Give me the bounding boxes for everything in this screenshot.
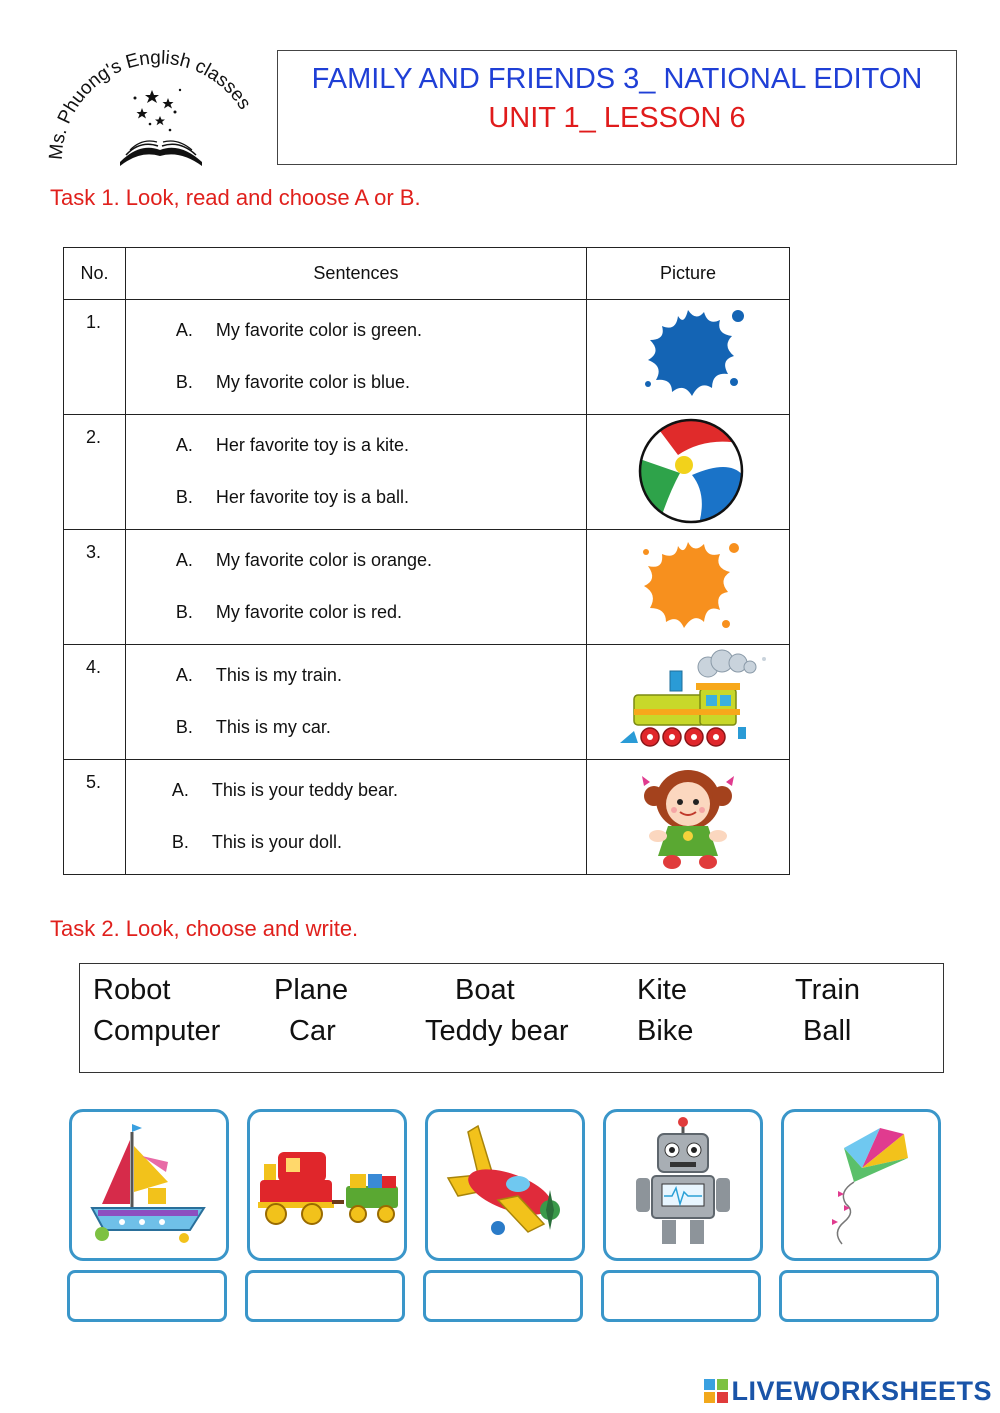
word-ball: Ball bbox=[803, 1015, 852, 1047]
answer-input-5[interactable] bbox=[779, 1270, 939, 1322]
column-header-picture: Picture bbox=[586, 248, 789, 300]
option-letter: B. bbox=[175, 601, 193, 622]
option-text: This is my car. bbox=[215, 716, 331, 737]
option-text: Her favorite toy is a ball. bbox=[215, 486, 409, 507]
blue-paint-splash-icon bbox=[588, 300, 788, 412]
answer-input-4[interactable] bbox=[601, 1270, 761, 1322]
option-letter: A. bbox=[175, 549, 193, 570]
kite-icon bbox=[784, 1112, 938, 1258]
doll-icon bbox=[588, 760, 788, 872]
option-letter: A. bbox=[171, 779, 189, 800]
option-a[interactable] bbox=[176, 432, 586, 458]
word-bank bbox=[79, 963, 944, 1073]
table-row bbox=[64, 415, 790, 530]
beach-ball-icon bbox=[588, 415, 788, 527]
table-header-row bbox=[64, 248, 790, 300]
sentences-cell bbox=[125, 530, 586, 645]
row-number: 5. bbox=[64, 760, 126, 875]
picture-card-kite bbox=[781, 1109, 941, 1261]
picture-cell bbox=[586, 760, 789, 875]
row-number: 3. bbox=[64, 530, 126, 645]
option-a[interactable] bbox=[176, 547, 586, 573]
option-b[interactable] bbox=[176, 714, 586, 740]
option-text: My favorite color is green. bbox=[215, 319, 422, 340]
option-b[interactable] bbox=[172, 829, 586, 855]
option-text: My favorite color is orange. bbox=[215, 549, 433, 570]
orange-paint-splash-icon bbox=[588, 530, 788, 642]
option-b[interactable] bbox=[176, 369, 586, 395]
lesson-title: UNIT 1_ LESSON 6 bbox=[488, 102, 746, 134]
picture-card-boat bbox=[69, 1109, 229, 1261]
option-b[interactable] bbox=[176, 484, 586, 510]
brand-name: LIVEWORKSHEETS bbox=[731, 1375, 992, 1406]
option-letter: B. bbox=[171, 831, 189, 852]
word-robot: Robot bbox=[93, 974, 171, 1006]
table-row bbox=[64, 645, 790, 760]
table-row bbox=[64, 300, 790, 415]
column-header-no: No. bbox=[64, 248, 126, 300]
option-letter: A. bbox=[175, 664, 193, 685]
option-b[interactable] bbox=[176, 599, 586, 625]
option-text: Her favorite toy is a kite. bbox=[215, 434, 409, 455]
column-header-sentences: Sentences bbox=[125, 248, 586, 300]
picture-cell bbox=[586, 530, 789, 645]
sentences-cell bbox=[125, 415, 586, 530]
word-train: Train bbox=[795, 974, 860, 1006]
picture-card-plane bbox=[425, 1109, 585, 1261]
option-text: My favorite color is blue. bbox=[215, 371, 410, 392]
school-logo bbox=[40, 50, 270, 175]
word-plane: Plane bbox=[274, 974, 349, 1006]
word-boat: Boat bbox=[455, 974, 515, 1006]
row-number: 2. bbox=[64, 415, 126, 530]
liveworksheets-logo-icon bbox=[704, 1379, 728, 1403]
picture-cell bbox=[586, 415, 789, 530]
worksheet-header bbox=[277, 50, 957, 165]
answer-input-1[interactable] bbox=[67, 1270, 227, 1322]
sentences-cell bbox=[125, 300, 586, 415]
word-bike: Bike bbox=[637, 1015, 694, 1047]
option-text: This is your teddy bear. bbox=[211, 779, 399, 800]
sentences-cell bbox=[125, 760, 586, 875]
toy-train-icon bbox=[588, 645, 788, 757]
answer-input-3[interactable] bbox=[423, 1270, 583, 1322]
option-a[interactable] bbox=[172, 777, 586, 803]
robot-icon bbox=[606, 1112, 760, 1258]
train-icon bbox=[250, 1112, 404, 1258]
option-text: This is your doll. bbox=[211, 831, 342, 852]
word-teddy-bear: Teddy bear bbox=[425, 1015, 569, 1047]
picture-card-robot bbox=[603, 1109, 763, 1261]
table-row bbox=[64, 760, 790, 875]
task2-title: Task 2. Look, choose and write. bbox=[50, 916, 359, 941]
logo-text: Ms. Phuong's English classes bbox=[45, 50, 255, 161]
word-car: Car bbox=[289, 1015, 336, 1047]
task1-table bbox=[63, 247, 790, 875]
row-number: 4. bbox=[64, 645, 126, 760]
picture-card-train bbox=[247, 1109, 407, 1261]
option-letter: A. bbox=[175, 434, 193, 455]
word-computer: Computer bbox=[93, 1015, 221, 1047]
option-letter: B. bbox=[175, 486, 193, 507]
answer-input-2[interactable] bbox=[245, 1270, 405, 1322]
row-number: 1. bbox=[64, 300, 126, 415]
boat-icon bbox=[72, 1112, 226, 1258]
sentences-cell bbox=[125, 645, 586, 760]
option-letter: B. bbox=[175, 716, 193, 737]
option-text: My favorite color is red. bbox=[215, 601, 402, 622]
option-a[interactable] bbox=[176, 317, 586, 343]
task1-title: Task 1. Look, read and choose A or B. bbox=[50, 185, 421, 210]
word-kite: Kite bbox=[637, 974, 687, 1006]
picture-cell bbox=[586, 645, 789, 760]
table-row bbox=[64, 530, 790, 645]
plane-icon bbox=[428, 1112, 582, 1258]
open-book-logo-icon bbox=[40, 50, 270, 175]
option-text: This is my train. bbox=[215, 664, 342, 685]
option-a[interactable] bbox=[176, 662, 586, 688]
course-title: FAMILY AND FRIENDS 3_ NATIONAL EDITON bbox=[311, 63, 923, 95]
picture-cell bbox=[586, 300, 789, 415]
option-letter: B. bbox=[175, 371, 193, 392]
option-letter: A. bbox=[175, 319, 193, 340]
footer-brand bbox=[704, 1376, 992, 1406]
